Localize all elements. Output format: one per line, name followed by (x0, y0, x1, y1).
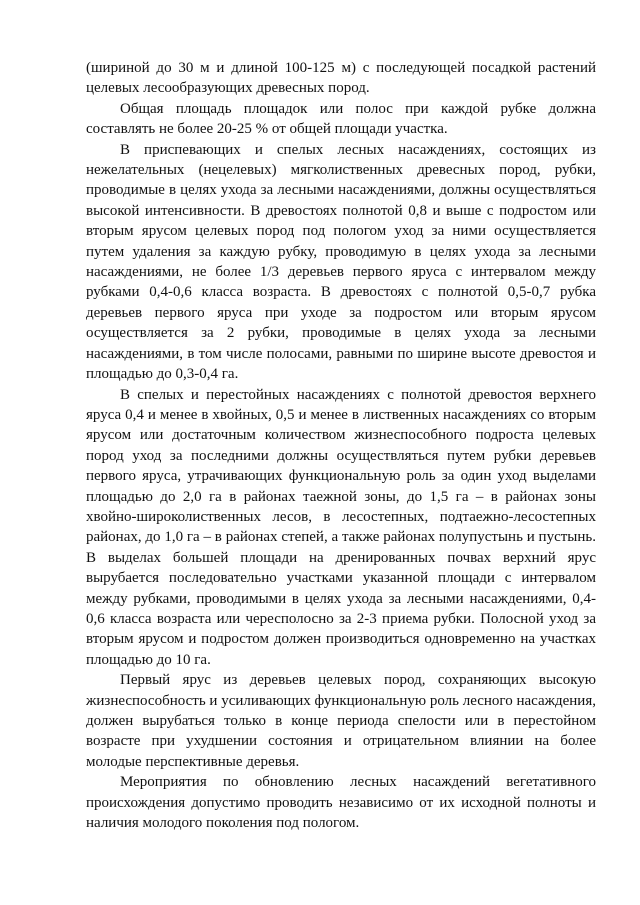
paragraph-overmature-stands: В спелых и перестойных насаждениях с полнотой древостоя верхнего яруса 0,4 и менее в хвойных, 0,5 и менее в лиственных насаждениях со вторым ярусом или достаточным количеством жизнеспособного подроста целевых пород уход за последними должны осуществляться путем рубки деревьев первого яруса, утрачивающих функциональную роль за один уход выделами площадью до 2,0 га в районах таежной зоны, до 1,5 га – в районах зоны хвойно-широколиственных лесов, в лесостепных, подтаежно-лесостепных районах, до 1,0 га – в районах степей, а также районах полупустынь и пустынь. В выделах большей площади на дренированных почвах верхний ярус вырубается последовательно участками указанной площади с интервалом между рубками, проводимыми в целях ухода за лесными насаждениями, 0,4-0,6 класса возраста или чересполосно за 2-3 приема рубки. Полосной уход за вторым ярусом и подростом должен производиться одновременно на участках площадью до 10 га. (86, 386, 596, 668)
paragraph-renewal-measures: Мероприятия по обновлению лесных насаждений вегетативного происхождения допустимо проводить независимо от их исходной полноты и наличия молодого поколения под пологом. (86, 774, 596, 832)
paragraph-maturing-stands: В приспевающих и спелых лесных насаждениях, состоящих из нежелательных (нецелевых) мягколиственных древесных пород, рубки, проводимые в целях ухода за лесными насаждениями, должны осуществляться высокой интенсивности. В древостоях полнотой 0,8 и выше с подростом или вторым ярусом целевых пород под пологом уход за ними осуществляется путем удаления за каждую рубку, проводимую в целях ухода за лесными насаждениями, не более 1/3 деревьев первого яруса с интервалом между рубками 0,4-0,6 класса возраста. В древостоях с полнотой 0,5-0,7 рубка деревьев первого яруса при уходе за подростом или вторым ярусом осуществляется за 2 рубки, проводимые в целях ухода за лесными насаждениями, в том числе полосами, равными по ширине высоте древостоя и площадью до 0,3-0,4 га. (86, 141, 596, 383)
paragraph-continuation: (шириной до 30 м и длиной 100-125 м) с последующей посадкой растений целевых лесообразующих древесных пород. (86, 60, 596, 97)
paragraph-first-tier: Первый ярус из деревьев целевых пород, сохраняющих высокую жизнеспособность и усиливающих функциональную роль лесного насаждения, должен вырубаться только в конце периода спелости или в перестойном возрасте при ухудшении состояния и отрицательном влиянии на более молодые перспективные деревья. (86, 672, 596, 770)
document-page (86, 58, 596, 833)
paragraph-plot-area: Общая площадь площадок или полос при каждой рубке должна составлять не более 20-25 % от общей площади участка. (86, 100, 596, 138)
